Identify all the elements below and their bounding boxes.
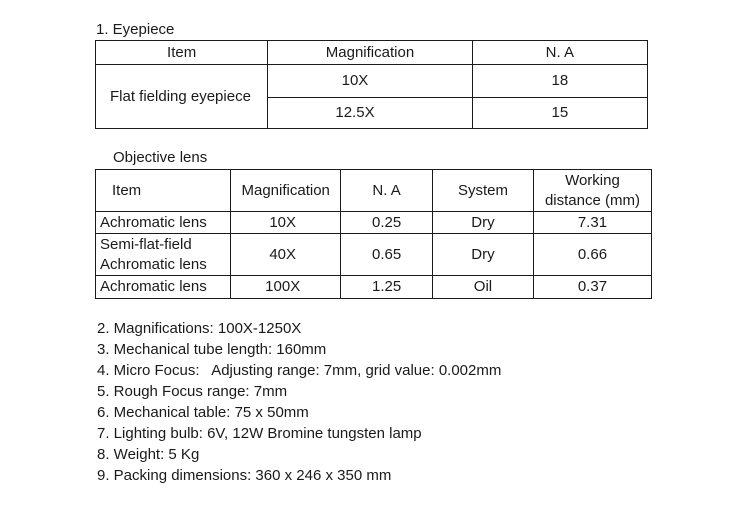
header-working-distance-line2: distance (mm) xyxy=(544,191,640,209)
cell-na: 18 xyxy=(472,65,647,98)
header-magnification: Magnification xyxy=(268,41,472,65)
eyepiece-table xyxy=(95,40,648,129)
cell-na: 0.65 xyxy=(341,234,433,276)
header-na: N. A xyxy=(472,41,647,65)
spec-micro-focus: 4. Micro Focus: Adjusting range: 7mm, grid value: 0.002mm xyxy=(97,362,502,379)
objective-table xyxy=(95,169,652,299)
spec-magnifications: 2. Magnifications: 100X-1250X xyxy=(97,320,302,337)
cell-item: Achromatic lens xyxy=(96,276,231,299)
cell-na: 0.25 xyxy=(341,212,433,234)
spec-lighting-bulb: 7. Lighting bulb: 6V, 12W Bromine tungsten lamp xyxy=(97,425,422,442)
cell-magnification: 10X xyxy=(268,65,472,98)
spec-list xyxy=(97,318,501,486)
table-row xyxy=(96,212,652,234)
cell-item xyxy=(96,234,231,276)
cell-magnification: 10X xyxy=(231,212,341,234)
cell-magnification: 12.5X xyxy=(268,98,472,129)
header-item: Item xyxy=(96,41,268,65)
cell-working-distance: 7.31 xyxy=(533,212,651,234)
header-magnification: Magnification xyxy=(231,170,341,212)
cell-item-line1: Semi-flat-field xyxy=(100,235,192,253)
header-item: Item xyxy=(96,170,231,212)
spec-tube-length: 3. Mechanical tube length: 160mm xyxy=(97,341,327,358)
cell-na: 1.25 xyxy=(341,276,433,299)
header-na: N. A xyxy=(341,170,433,212)
table-row xyxy=(96,65,648,98)
cell-system: Dry xyxy=(433,234,534,276)
table-row xyxy=(96,276,652,299)
cell-item-line2: Achromatic lens xyxy=(100,255,207,273)
header-working-distance-line1: Working xyxy=(565,171,620,189)
eyepiece-heading: 1. Eyepiece xyxy=(96,21,175,38)
spec-rough-focus: 5. Rough Focus range: 7mm xyxy=(97,383,288,400)
objective-heading: Objective lens xyxy=(113,149,208,166)
header-system: System xyxy=(433,170,534,212)
table-header-row xyxy=(96,170,652,212)
header-working-distance xyxy=(533,170,651,212)
cell-system: Oil xyxy=(433,276,534,299)
cell-item: Achromatic lens xyxy=(96,212,231,234)
table-header-row xyxy=(96,41,648,65)
cell-na: 15 xyxy=(472,98,647,129)
cell-working-distance: 0.37 xyxy=(533,276,651,299)
cell-system: Dry xyxy=(433,212,534,234)
cell-magnification: 100X xyxy=(231,276,341,299)
spec-packing-dimensions: 9. Packing dimensions: 360 x 246 x 350 mm xyxy=(97,467,392,484)
spec-weight: 8. Weight: 5 Kg xyxy=(97,446,200,463)
cell-item: Flat fielding eyepiece xyxy=(96,65,268,129)
cell-working-distance: 0.66 xyxy=(533,234,651,276)
cell-magnification: 40X xyxy=(231,234,341,276)
table-row xyxy=(96,234,652,276)
spec-mechanical-table: 6. Mechanical table: 75 x 50mm xyxy=(97,404,309,421)
